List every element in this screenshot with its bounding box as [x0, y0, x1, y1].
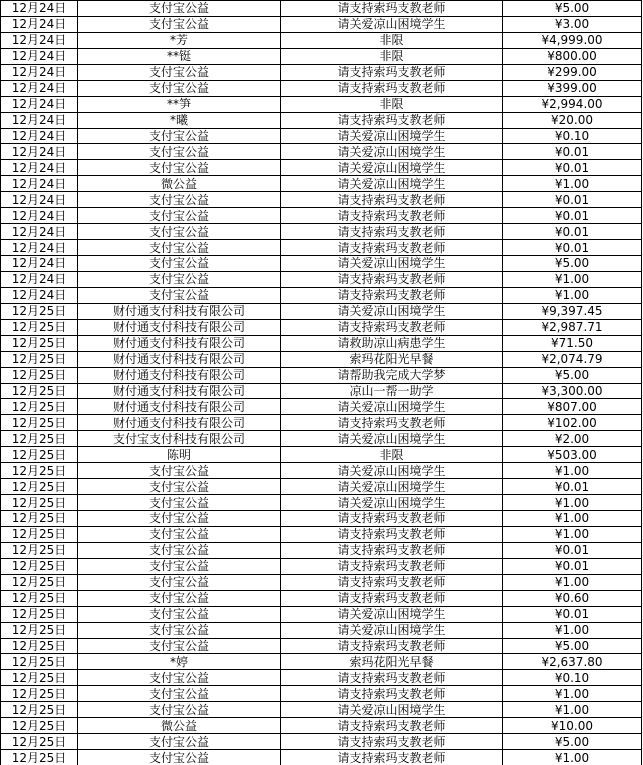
cell-amount[interactable]: ¥1.00: [503, 495, 642, 511]
table-row: [1, 192, 642, 208]
cell-date[interactable]: 12月24日: [1, 80, 78, 96]
cell-amount[interactable]: ¥800.00: [503, 48, 642, 64]
table-row: [1, 1, 642, 17]
cell-date[interactable]: 12月25日: [1, 303, 78, 319]
cell-description[interactable]: 请关爱凉山困境学生: [281, 495, 503, 511]
cell-description[interactable]: 请支持索玛支教老师: [281, 287, 503, 303]
cell-amount[interactable]: ¥1.00: [503, 750, 642, 765]
cell-amount[interactable]: ¥0.10: [503, 128, 642, 144]
cell-payer[interactable]: 财付通支付科技有限公司: [78, 335, 281, 351]
cell-payer[interactable]: 财付通支付科技有限公司: [78, 367, 281, 383]
table-row: [1, 590, 642, 606]
cell-amount[interactable]: ¥0.60: [503, 590, 642, 606]
table-row: [1, 606, 642, 622]
cell-description[interactable]: 请支持索玛支教老师: [281, 558, 503, 574]
table-row: [1, 160, 642, 176]
cell-amount[interactable]: ¥5.00: [503, 638, 642, 654]
cell-description[interactable]: 请关爱凉山困境学生: [281, 606, 503, 622]
table-row: [1, 240, 642, 256]
cell-date[interactable]: 12月25日: [1, 638, 78, 654]
table-row: [1, 463, 642, 479]
cell-amount[interactable]: ¥0.01: [503, 240, 642, 256]
cell-payer[interactable]: *芳: [78, 32, 281, 48]
cell-description[interactable]: 请关爱凉山困境学生: [281, 622, 503, 638]
cell-date[interactable]: 12月25日: [1, 511, 78, 527]
table-row: [1, 718, 642, 734]
table-row: [1, 176, 642, 192]
cell-description[interactable]: 请关爱凉山困境学生: [281, 160, 503, 176]
cell-description[interactable]: 请关爱凉山困境学生: [281, 144, 503, 160]
cell-date[interactable]: 12月25日: [1, 686, 78, 702]
table-row: [1, 415, 642, 431]
cell-payer[interactable]: 支付宝公益: [78, 638, 281, 654]
cell-description[interactable]: 请支持索玛支教老师: [281, 670, 503, 686]
table-row: [1, 48, 642, 64]
cell-amount[interactable]: ¥0.01: [503, 542, 642, 558]
table-row: [1, 734, 642, 750]
table-row: [1, 558, 642, 574]
cell-description[interactable]: 索玛花阳光早餐: [281, 351, 503, 367]
cell-amount[interactable]: ¥1.00: [503, 287, 642, 303]
cell-date[interactable]: 12月24日: [1, 208, 78, 224]
cell-payer[interactable]: 支付宝公益: [78, 16, 281, 32]
table-row: [1, 447, 642, 463]
cell-date[interactable]: 12月25日: [1, 447, 78, 463]
cell-description[interactable]: 请关爱凉山困境学生: [281, 702, 503, 718]
cell-date[interactable]: 12月24日: [1, 32, 78, 48]
cell-description[interactable]: 请关爱凉山困境学生: [281, 479, 503, 495]
cell-description[interactable]: 请关爱凉山困境学生: [281, 399, 503, 415]
cell-amount[interactable]: ¥2,987.71: [503, 319, 642, 335]
cell-description[interactable]: 索玛花阳光早餐: [281, 654, 503, 670]
cell-amount[interactable]: ¥1.00: [503, 622, 642, 638]
cell-payer[interactable]: 支付宝公益: [78, 271, 281, 287]
cell-description[interactable]: 请帮助我完成大学梦: [281, 367, 503, 383]
cell-amount[interactable]: ¥1.00: [503, 526, 642, 542]
cell-amount[interactable]: ¥5.00: [503, 256, 642, 272]
cell-payer[interactable]: 财付通支付科技有限公司: [78, 415, 281, 431]
cell-amount[interactable]: ¥299.00: [503, 64, 642, 80]
table-row: [1, 526, 642, 542]
cell-amount[interactable]: ¥2.00: [503, 431, 642, 447]
cell-date[interactable]: 12月24日: [1, 128, 78, 144]
cell-payer[interactable]: 财付通支付科技有限公司: [78, 303, 281, 319]
cell-description[interactable]: 请支持索玛支教老师: [281, 718, 503, 734]
cell-amount[interactable]: ¥1.00: [503, 511, 642, 527]
cell-payer[interactable]: 支付宝公益: [78, 240, 281, 256]
cell-payer[interactable]: 支付宝公益: [78, 495, 281, 511]
cell-date[interactable]: 12月25日: [1, 495, 78, 511]
cell-payer[interactable]: **铤: [78, 48, 281, 64]
cell-date[interactable]: 12月25日: [1, 574, 78, 590]
cell-amount[interactable]: ¥0.01: [503, 192, 642, 208]
table-row: [1, 702, 642, 718]
cell-payer[interactable]: 微公益: [78, 718, 281, 734]
cell-amount[interactable]: ¥4,999.00: [503, 32, 642, 48]
table-row: [1, 144, 642, 160]
cell-payer[interactable]: 支付宝公益: [78, 558, 281, 574]
cell-description[interactable]: 请支持索玛支教老师: [281, 734, 503, 750]
cell-description[interactable]: 请支持索玛支教老师: [281, 686, 503, 702]
table-row: [1, 431, 642, 447]
cell-amount[interactable]: ¥1.00: [503, 686, 642, 702]
cell-description[interactable]: 请支持索玛支教老师: [281, 590, 503, 606]
cell-date[interactable]: 12月24日: [1, 1, 78, 17]
cell-date[interactable]: 12月25日: [1, 734, 78, 750]
cell-description[interactable]: 请支持索玛支教老师: [281, 319, 503, 335]
cell-amount[interactable]: ¥0.01: [503, 558, 642, 574]
cell-description[interactable]: 请支持索玛支教老师: [281, 574, 503, 590]
cell-date[interactable]: 12月25日: [1, 542, 78, 558]
cell-date[interactable]: 12月25日: [1, 335, 78, 351]
cell-payer[interactable]: 支付宝公益: [78, 64, 281, 80]
table-row: [1, 351, 642, 367]
cell-description[interactable]: 非限: [281, 447, 503, 463]
cell-description[interactable]: 请关爱凉山困境学生: [281, 463, 503, 479]
cell-amount[interactable]: ¥5.00: [503, 1, 642, 17]
cell-payer[interactable]: 支付宝公益: [78, 750, 281, 765]
cell-payer[interactable]: 支付宝公益: [78, 670, 281, 686]
cell-description[interactable]: 请关爱凉山困境学生: [281, 128, 503, 144]
cell-amount[interactable]: ¥0.01: [503, 479, 642, 495]
cell-description[interactable]: 请支持索玛支教老师: [281, 638, 503, 654]
cell-description[interactable]: 请支持索玛支教老师: [281, 271, 503, 287]
cell-description[interactable]: 请关爱凉山困境学生: [281, 16, 503, 32]
cell-amount[interactable]: ¥5.00: [503, 367, 642, 383]
cell-description[interactable]: 凉山一帮一助学: [281, 383, 503, 399]
cell-date[interactable]: 12月24日: [1, 271, 78, 287]
table-row: [1, 367, 642, 383]
cell-description[interactable]: 请关爱凉山困境学生: [281, 431, 503, 447]
cell-description[interactable]: 请支持索玛支教老师: [281, 112, 503, 128]
table-row: [1, 112, 642, 128]
table-row: [1, 511, 642, 527]
cell-payer[interactable]: 财付通支付科技有限公司: [78, 319, 281, 335]
cell-payer[interactable]: 支付宝公益: [78, 622, 281, 638]
cell-date[interactable]: 12月25日: [1, 383, 78, 399]
cell-date[interactable]: 12月25日: [1, 718, 78, 734]
cell-amount[interactable]: ¥0.01: [503, 208, 642, 224]
table-row: [1, 80, 642, 96]
cell-payer[interactable]: 支付宝支付科技有限公司: [78, 431, 281, 447]
cell-date[interactable]: 12月24日: [1, 16, 78, 32]
cell-amount[interactable]: ¥399.00: [503, 80, 642, 96]
cell-payer[interactable]: 支付宝公益: [78, 526, 281, 542]
cell-description[interactable]: 请支持索玛支教老师: [281, 1, 503, 17]
cell-payer[interactable]: 支付宝公益: [78, 128, 281, 144]
cell-date[interactable]: 12月25日: [1, 590, 78, 606]
cell-date[interactable]: 12月25日: [1, 702, 78, 718]
cell-amount[interactable]: ¥2,994.00: [503, 96, 642, 112]
cell-description[interactable]: 请支持索玛支教老师: [281, 64, 503, 80]
table-row: [1, 750, 642, 765]
cell-date[interactable]: 12月25日: [1, 415, 78, 431]
table-row: [1, 622, 642, 638]
cell-date[interactable]: 12月24日: [1, 256, 78, 272]
cell-date[interactable]: 12月24日: [1, 224, 78, 240]
cell-date[interactable]: 12月24日: [1, 144, 78, 160]
cell-amount[interactable]: ¥10.00: [503, 718, 642, 734]
cell-payer[interactable]: 支付宝公益: [78, 256, 281, 272]
cell-date[interactable]: 12月24日: [1, 112, 78, 128]
cell-description[interactable]: 非限: [281, 96, 503, 112]
cell-payer[interactable]: 支付宝公益: [78, 224, 281, 240]
table-row: [1, 335, 642, 351]
cell-date[interactable]: 12月24日: [1, 287, 78, 303]
cell-amount[interactable]: ¥0.01: [503, 606, 642, 622]
cell-date[interactable]: 12月24日: [1, 240, 78, 256]
cell-date[interactable]: 12月25日: [1, 319, 78, 335]
cell-description[interactable]: 请支持索玛支教老师: [281, 224, 503, 240]
cell-payer[interactable]: 支付宝公益: [78, 80, 281, 96]
cell-payer[interactable]: 支付宝公益: [78, 511, 281, 527]
cell-date[interactable]: 12月25日: [1, 606, 78, 622]
cell-payer[interactable]: 支付宝公益: [78, 192, 281, 208]
cell-date[interactable]: 12月24日: [1, 176, 78, 192]
cell-amount[interactable]: ¥102.00: [503, 415, 642, 431]
cell-payer[interactable]: 财付通支付科技有限公司: [78, 399, 281, 415]
cell-date[interactable]: 12月25日: [1, 750, 78, 765]
table-row: [1, 32, 642, 48]
cell-description[interactable]: 请支持索玛支教老师: [281, 750, 503, 765]
cell-payer[interactable]: 陈明: [78, 447, 281, 463]
cell-amount[interactable]: ¥1.00: [503, 574, 642, 590]
cell-payer[interactable]: *婷: [78, 654, 281, 670]
cell-description[interactable]: 请支持索玛支教老师: [281, 415, 503, 431]
cell-payer[interactable]: 支付宝公益: [78, 574, 281, 590]
cell-payer[interactable]: 支付宝公益: [78, 160, 281, 176]
cell-date[interactable]: 12月25日: [1, 431, 78, 447]
cell-date[interactable]: 12月25日: [1, 622, 78, 638]
cell-amount[interactable]: ¥1.00: [503, 463, 642, 479]
cell-date[interactable]: 12月25日: [1, 367, 78, 383]
cell-amount[interactable]: ¥1.00: [503, 702, 642, 718]
cell-date[interactable]: 12月24日: [1, 96, 78, 112]
cell-amount[interactable]: ¥0.01: [503, 224, 642, 240]
cell-date[interactable]: 12月24日: [1, 48, 78, 64]
cell-payer[interactable]: 微公益: [78, 176, 281, 192]
cell-description[interactable]: 请支持索玛支教老师: [281, 208, 503, 224]
cell-amount[interactable]: ¥2,074.79: [503, 351, 642, 367]
cell-date[interactable]: 12月25日: [1, 351, 78, 367]
table-row: [1, 256, 642, 272]
table-row: [1, 383, 642, 399]
cell-description[interactable]: 非限: [281, 32, 503, 48]
table-row: [1, 224, 642, 240]
cell-date[interactable]: 12月24日: [1, 64, 78, 80]
cell-date[interactable]: 12月24日: [1, 160, 78, 176]
cell-amount[interactable]: ¥20.00: [503, 112, 642, 128]
cell-description[interactable]: 请支持索玛支教老师: [281, 542, 503, 558]
cell-description[interactable]: 请支持索玛支教老师: [281, 80, 503, 96]
cell-description[interactable]: 非限: [281, 48, 503, 64]
cell-payer[interactable]: 支付宝公益: [78, 479, 281, 495]
cell-payer[interactable]: 支付宝公益: [78, 590, 281, 606]
table-row: [1, 128, 642, 144]
cell-amount[interactable]: ¥1.00: [503, 176, 642, 192]
table-row: [1, 208, 642, 224]
table-row: [1, 542, 642, 558]
donation-table-body: [1, 1, 642, 765]
cell-payer[interactable]: 支付宝公益: [78, 208, 281, 224]
table-row: [1, 686, 642, 702]
cell-amount[interactable]: ¥2,637.80: [503, 654, 642, 670]
cell-payer[interactable]: 支付宝公益: [78, 144, 281, 160]
cell-description[interactable]: 请救助凉山病患学生: [281, 335, 503, 351]
cell-payer[interactable]: 支付宝公益: [78, 606, 281, 622]
cell-amount[interactable]: ¥9,397.45: [503, 303, 642, 319]
table-row: [1, 574, 642, 590]
cell-date[interactable]: 12月25日: [1, 526, 78, 542]
table-row: [1, 64, 642, 80]
cell-date[interactable]: 12月25日: [1, 479, 78, 495]
table-row: [1, 670, 642, 686]
cell-payer[interactable]: *曦: [78, 112, 281, 128]
cell-date[interactable]: 12月25日: [1, 399, 78, 415]
cell-amount[interactable]: ¥3.00: [503, 16, 642, 32]
cell-description[interactable]: 请支持索玛支教老师: [281, 192, 503, 208]
cell-payer[interactable]: 支付宝公益: [78, 686, 281, 702]
table-row: [1, 479, 642, 495]
cell-date[interactable]: 12月24日: [1, 192, 78, 208]
table-row: [1, 654, 642, 670]
cell-amount[interactable]: ¥1.00: [503, 271, 642, 287]
table-row: [1, 303, 642, 319]
cell-payer[interactable]: 支付宝公益: [78, 702, 281, 718]
cell-amount[interactable]: ¥503.00: [503, 447, 642, 463]
cell-amount[interactable]: ¥5.00: [503, 734, 642, 750]
table-row: [1, 399, 642, 415]
cell-payer[interactable]: 支付宝公益: [78, 287, 281, 303]
cell-date[interactable]: 12月25日: [1, 670, 78, 686]
table-row: [1, 319, 642, 335]
table-row: [1, 271, 642, 287]
cell-payer[interactable]: **笋: [78, 96, 281, 112]
cell-amount[interactable]: ¥71.50: [503, 335, 642, 351]
cell-payer[interactable]: 支付宝公益: [78, 734, 281, 750]
table-row: [1, 96, 642, 112]
table-row: [1, 638, 642, 654]
cell-date[interactable]: 12月25日: [1, 463, 78, 479]
cell-amount[interactable]: ¥0.10: [503, 670, 642, 686]
cell-payer[interactable]: 支付宝公益: [78, 463, 281, 479]
cell-payer[interactable]: 财付通支付科技有限公司: [78, 383, 281, 399]
cell-payer[interactable]: 支付宝公益: [78, 542, 281, 558]
cell-date[interactable]: 12月25日: [1, 654, 78, 670]
cell-date[interactable]: 12月25日: [1, 558, 78, 574]
cell-description[interactable]: 请支持索玛支教老师: [281, 526, 503, 542]
cell-amount[interactable]: ¥0.01: [503, 160, 642, 176]
cell-amount[interactable]: ¥3,300.00: [503, 383, 642, 399]
cell-description[interactable]: 请支持索玛支教老师: [281, 511, 503, 527]
cell-description[interactable]: 请关爱凉山困境学生: [281, 256, 503, 272]
cell-payer[interactable]: 支付宝公益: [78, 1, 281, 17]
cell-amount[interactable]: ¥0.01: [503, 144, 642, 160]
cell-description[interactable]: 请关爱凉山困境学生: [281, 303, 503, 319]
table-row: [1, 287, 642, 303]
cell-description[interactable]: 请支持索玛支教老师: [281, 240, 503, 256]
table-row: [1, 16, 642, 32]
cell-payer[interactable]: 财付通支付科技有限公司: [78, 351, 281, 367]
cell-amount[interactable]: ¥807.00: [503, 399, 642, 415]
cell-description[interactable]: 请关爱凉山困境学生: [281, 176, 503, 192]
table-row: [1, 495, 642, 511]
